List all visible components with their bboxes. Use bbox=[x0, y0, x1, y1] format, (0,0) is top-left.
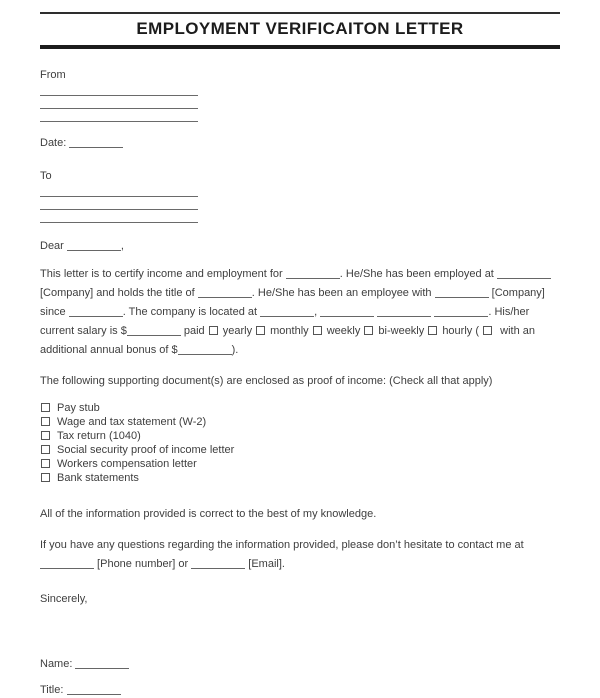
fill-in-blank[interactable] bbox=[198, 286, 252, 298]
blank-write-line[interactable] bbox=[40, 109, 198, 122]
hourly-checkbox-icon[interactable] bbox=[428, 326, 437, 335]
checklist-item-label: Pay stub bbox=[57, 402, 100, 414]
intro-paragraph: This letter is to certify income and employment for . He/She has been employed at [Company] and holds the title of . He/She has been an employee with [Company] since . The company is located at , . His/her current salary is $ paid yearly monthly weekly bi-weekly hourly ( with an additional annual bonus of $ ). bbox=[40, 265, 560, 360]
date-line: Date: bbox=[40, 136, 560, 150]
fill-in-blank[interactable] bbox=[67, 683, 121, 695]
blank-write-line[interactable] bbox=[40, 96, 198, 109]
checklist-item bbox=[40, 443, 560, 457]
checklist-item bbox=[40, 415, 560, 429]
to-write-lines bbox=[40, 184, 560, 223]
from-write-lines bbox=[40, 83, 560, 122]
checklist-item bbox=[40, 471, 560, 485]
closing-line: Sincerely, bbox=[40, 593, 88, 605]
checkbox-icon[interactable] bbox=[41, 431, 50, 440]
signature-title-line: Title: bbox=[40, 683, 560, 697]
salutation-line: Dear , bbox=[40, 240, 124, 252]
fill-in-blank[interactable] bbox=[127, 324, 181, 336]
checklist-item bbox=[40, 457, 560, 471]
fill-in-blank[interactable] bbox=[69, 136, 123, 148]
checklist-item-label: Bank statements bbox=[57, 472, 139, 484]
fill-in-blank[interactable] bbox=[497, 267, 551, 279]
checklist-item-label: Tax return (1040) bbox=[57, 430, 141, 442]
document-title: EMPLOYMENT VERIFICAITON LETTER bbox=[136, 19, 464, 38]
header-top-rule bbox=[40, 12, 560, 14]
annual-bonus-checkbox-icon[interactable] bbox=[483, 326, 492, 335]
fill-in-blank[interactable] bbox=[377, 305, 431, 317]
weekly-checkbox-icon[interactable] bbox=[313, 326, 322, 335]
from-label: From bbox=[40, 69, 66, 81]
checkbox-icon[interactable] bbox=[41, 473, 50, 482]
fill-in-blank[interactable] bbox=[75, 657, 129, 669]
bi-weekly-checkbox-icon[interactable] bbox=[364, 326, 373, 335]
checkbox-icon[interactable] bbox=[41, 459, 50, 468]
blank-write-line[interactable] bbox=[40, 210, 198, 223]
checklist-item bbox=[40, 401, 560, 415]
yearly-checkbox-icon[interactable] bbox=[209, 326, 218, 335]
checklist-item-label: Wage and tax statement (W-2) bbox=[57, 416, 207, 428]
from-block bbox=[40, 69, 560, 122]
fill-in-blank[interactable] bbox=[40, 557, 94, 569]
contact-paragraph: If you have any questions regarding the information provided, please don’t hesitate to contact me at [Phone number] or [Email]. bbox=[40, 539, 524, 570]
to-block bbox=[40, 170, 560, 223]
confirmation-line: All of the information provided is correct to the best of my knowledge. bbox=[40, 508, 377, 520]
to-label: To bbox=[40, 170, 52, 182]
fill-in-blank[interactable] bbox=[320, 305, 374, 317]
checklist-item-label: Social security proof of income letter bbox=[57, 444, 235, 456]
fill-in-blank[interactable] bbox=[178, 343, 232, 355]
fill-in-blank[interactable] bbox=[69, 305, 123, 317]
checkbox-icon[interactable] bbox=[41, 403, 50, 412]
monthly-checkbox-icon[interactable] bbox=[256, 326, 265, 335]
checklist-item-label: Workers compensation letter bbox=[57, 458, 197, 470]
supporting-docs-line: The following supporting document(s) are enclosed as proof of income: (Check all that apply) bbox=[40, 375, 493, 387]
fill-in-blank[interactable] bbox=[435, 286, 489, 298]
signature-name-line: Name: bbox=[40, 657, 560, 671]
blank-write-line[interactable] bbox=[40, 197, 198, 210]
header-bottom-rule bbox=[40, 45, 560, 49]
fill-in-blank[interactable] bbox=[191, 557, 245, 569]
checklist-item bbox=[40, 429, 560, 443]
checkbox-icon[interactable] bbox=[41, 445, 50, 454]
blank-write-line[interactable] bbox=[40, 83, 198, 96]
checkbox-icon[interactable] bbox=[41, 417, 50, 426]
blank-write-line[interactable] bbox=[40, 184, 198, 197]
fill-in-blank[interactable] bbox=[286, 267, 340, 279]
fill-in-blank[interactable] bbox=[67, 239, 121, 251]
supporting-docs-checklist bbox=[40, 401, 560, 485]
fill-in-blank[interactable] bbox=[260, 305, 314, 317]
fill-in-blank[interactable] bbox=[434, 305, 488, 317]
